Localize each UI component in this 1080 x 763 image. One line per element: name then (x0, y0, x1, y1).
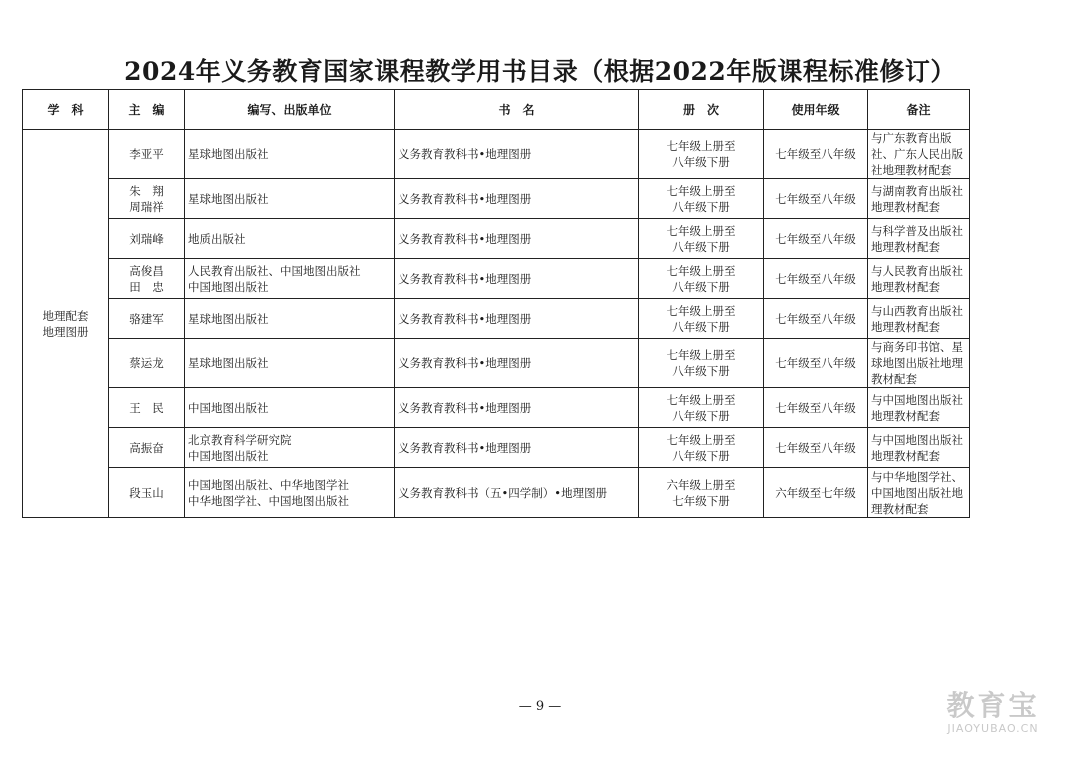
book-title-cell: 义务教育教科书•地理图册 (395, 299, 639, 339)
editor-cell: 骆建军 (109, 299, 185, 339)
volume-cell: 七年级上册至 八年级下册 (639, 388, 764, 428)
grade-cell: 七年级至八年级 (764, 259, 868, 299)
grade-cell: 七年级至八年级 (764, 219, 868, 259)
volume-cell: 六年级上册至 七年级下册 (639, 468, 764, 518)
volume-cell: 七年级上册至 八年级下册 (639, 339, 764, 388)
note-cell: 与科学普及出版社地理教材配套 (868, 219, 970, 259)
note-cell: 与中华地图学社、中国地图出版社地理教材配套 (868, 468, 970, 518)
editor-cell: 朱 翔 周瑞祥 (109, 179, 185, 219)
watermark-url: JIAOYUBAO.CN (947, 722, 1039, 735)
editor-cell: 段玉山 (109, 468, 185, 518)
volume-cell: 七年级上册至 八年级下册 (639, 130, 764, 179)
header-book-title: 书 名 (395, 90, 639, 130)
table-row (23, 259, 970, 299)
note-cell: 与中国地图出版社地理教材配套 (868, 428, 970, 468)
editor-cell: 王 民 (109, 388, 185, 428)
editor-cell: 蔡运龙 (109, 339, 185, 388)
book-title-cell: 义务教育教科书•地理图册 (395, 339, 639, 388)
book-title-cell: 义务教育教科书•地理图册 (395, 428, 639, 468)
grade-cell: 七年级至八年级 (764, 130, 868, 179)
note-cell: 与人民教育出版社地理教材配套 (868, 259, 970, 299)
table-row (23, 299, 970, 339)
header-editor: 主 编 (109, 90, 185, 130)
publisher-cell: 星球地图出版社 (185, 179, 395, 219)
watermark-text: 教育宝 (946, 689, 1040, 722)
grade-cell: 七年级至八年级 (764, 339, 868, 388)
grade-cell: 七年级至八年级 (764, 179, 868, 219)
note-cell: 与商务印书馆、星球地图出版社地理教材配套 (868, 339, 970, 388)
table-row (23, 339, 970, 388)
table-row (23, 130, 970, 179)
book-title-cell: 义务教育教科书（五•四学制）•地理图册 (395, 468, 639, 518)
header-publisher: 编写、出版单位 (185, 90, 395, 130)
table-row (23, 428, 970, 468)
volume-cell: 七年级上册至 八年级下册 (639, 259, 764, 299)
header-volume: 册 次 (639, 90, 764, 130)
volume-cell: 七年级上册至 八年级下册 (639, 299, 764, 339)
grade-cell: 七年级至八年级 (764, 299, 868, 339)
note-cell: 与广东教育出版社、广东人民出版社地理教材配套 (868, 130, 970, 179)
book-title-cell: 义务教育教科书•地理图册 (395, 388, 639, 428)
header-subject: 学 科 (23, 90, 109, 130)
grade-cell: 七年级至八年级 (764, 388, 868, 428)
volume-cell: 七年级上册至 八年级下册 (639, 219, 764, 259)
note-cell: 与中国地图出版社地理教材配套 (868, 388, 970, 428)
table-row (23, 388, 970, 428)
note-cell: 与湖南教育出版社地理教材配套 (868, 179, 970, 219)
editor-cell: 李亚平 (109, 130, 185, 179)
publisher-cell: 星球地图出版社 (185, 130, 395, 179)
header-note: 备注 (868, 90, 970, 130)
editor-cell: 高振奋 (109, 428, 185, 468)
book-title-cell: 义务教育教科书•地理图册 (395, 179, 639, 219)
note-cell: 与山西教育出版社地理教材配套 (868, 299, 970, 339)
publisher-cell: 星球地图出版社 (185, 299, 395, 339)
page-number: — 9 — (518, 699, 562, 714)
publisher-cell: 星球地图出版社 (185, 339, 395, 388)
header-grade: 使用年级 (764, 90, 868, 130)
editor-cell: 刘瑞峰 (109, 219, 185, 259)
volume-cell: 七年级上册至 八年级下册 (639, 179, 764, 219)
table-row (23, 468, 970, 518)
book-title-cell: 义务教育教科书•地理图册 (395, 130, 639, 179)
grade-cell: 七年级至八年级 (764, 428, 868, 468)
table-row (23, 179, 970, 219)
publisher-cell: 北京教育科学研究院 中国地图出版社 (185, 428, 395, 468)
volume-cell: 七年级上册至 八年级下册 (639, 428, 764, 468)
publisher-cell: 人民教育出版社、中国地图出版社 中国地图出版社 (185, 259, 395, 299)
watermark-logo (928, 690, 1058, 736)
document-title: 2024年义务教育国家课程教学用书目录（根据2022年版课程标准修订） (124, 57, 956, 86)
editor-cell: 高俊昌 田 忠 (109, 259, 185, 299)
subject-cell: 地理配套 地理图册 (23, 130, 109, 518)
publisher-cell: 中国地图出版社、中华地图学社 中华地图学社、中国地图出版社 (185, 468, 395, 518)
textbook-catalog-table (22, 89, 970, 518)
book-title-cell: 义务教育教科书•地理图册 (395, 219, 639, 259)
book-title-cell: 义务教育教科书•地理图册 (395, 259, 639, 299)
table-header-row (23, 90, 970, 130)
publisher-cell: 中国地图出版社 (185, 388, 395, 428)
table-row (23, 219, 970, 259)
grade-cell: 六年级至七年级 (764, 468, 868, 518)
publisher-cell: 地质出版社 (185, 219, 395, 259)
